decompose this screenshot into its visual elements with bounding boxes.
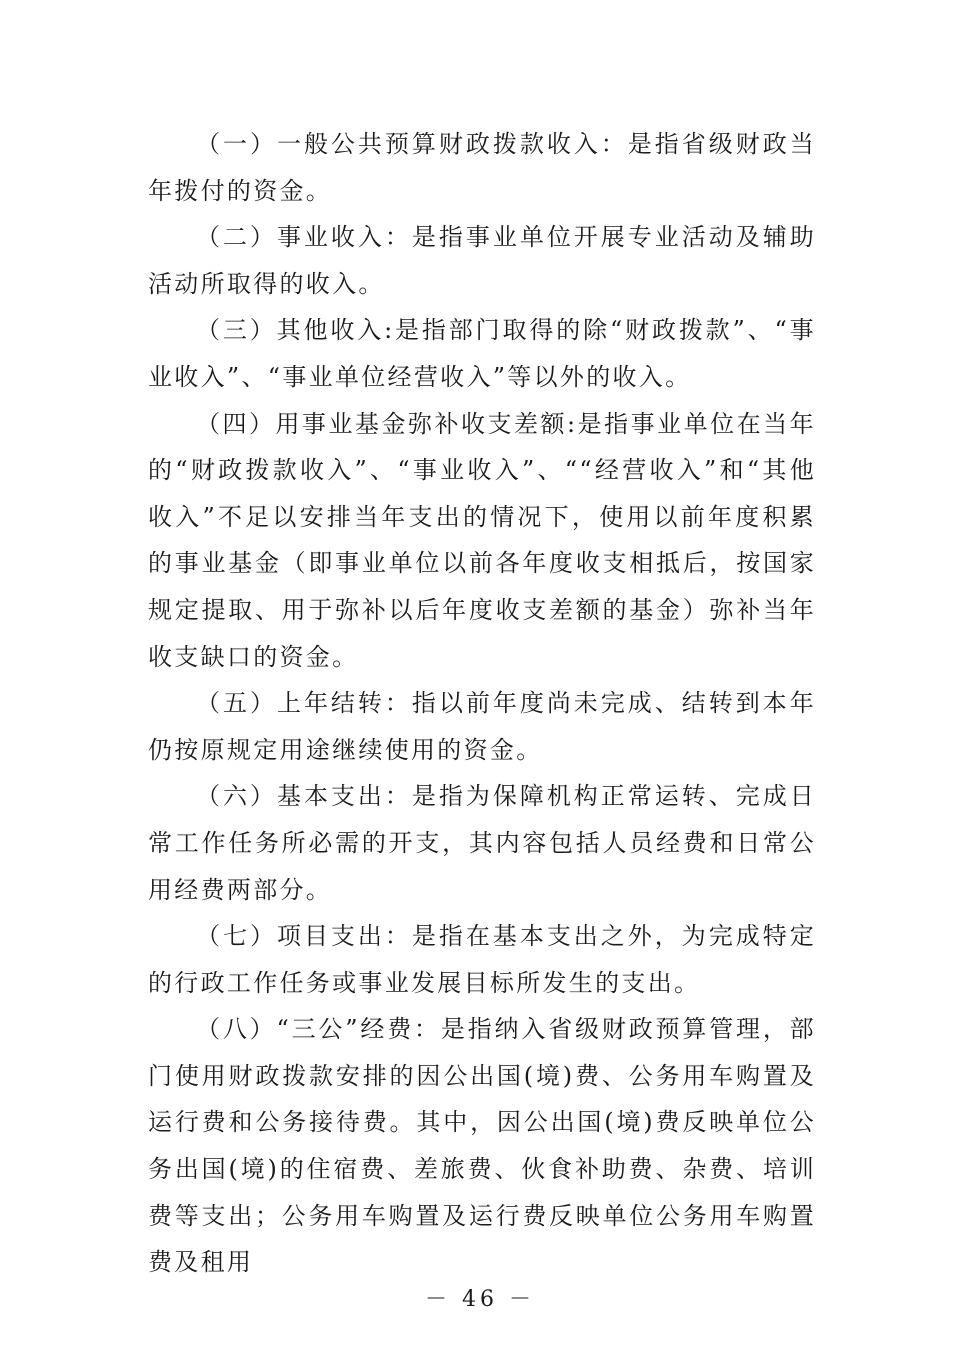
paragraph-2: （二）事业收入：是指事业单位开展专业活动及辅助活动所取得的收入。	[148, 223, 816, 298]
paragraph-4: （四）用事业基金弥补收支差额:是指事业单位在当年的“财政拨款收入”、“事业收入”、““经营收入”和“其他收入”不足以安排当年支出的情况下，使用以前年度积累的事业基金（即事业单位以前各年度收支相抵后，按国家规定提取、用于弥补以后年度收支差额的基金）弥补当年收支缺口的资金。	[148, 409, 816, 671]
paragraph-5: （五）上年结转：指以前年度尚未完成、结转到本年仍按原规定用途继续使用的资金。	[148, 689, 816, 764]
paragraph-3: （三）其他收入:是指部门取得的除“财政拨款”、“事业收入”、“事业单位经营收入”等以外的收入。	[148, 316, 816, 391]
document-body	[148, 121, 816, 1286]
paragraph-7: （七）项目支出：是指在基本支出之外，为完成特定的行政工作任务或事业发展目标所发生的支出。	[148, 922, 816, 997]
page-number: － 46 －	[425, 1287, 535, 1312]
paragraph-8: （八）“三公”经费：是指纳入省级财政预算管理，部门使用财政拨款安排的因公出国(境)费、公务用车购置及运行费和公务接待费。其中，因公出国(境)费反映单位公务出国(境)的住宿费、差旅费、伙食补助费、杂费、培训费等支出；公务用车购置及运行费反映单位公务用车购置费及租用	[148, 1015, 816, 1277]
paragraph-1: （一）一般公共预算财政拨款收入：是指省级财政当年拨付的资金。	[148, 130, 816, 205]
paragraph-6: （六）基本支出：是指为保障机构正常运转、完成日常工作任务所必需的开支，其内容包括人员经费和日常公用经费两部分。	[148, 782, 816, 904]
